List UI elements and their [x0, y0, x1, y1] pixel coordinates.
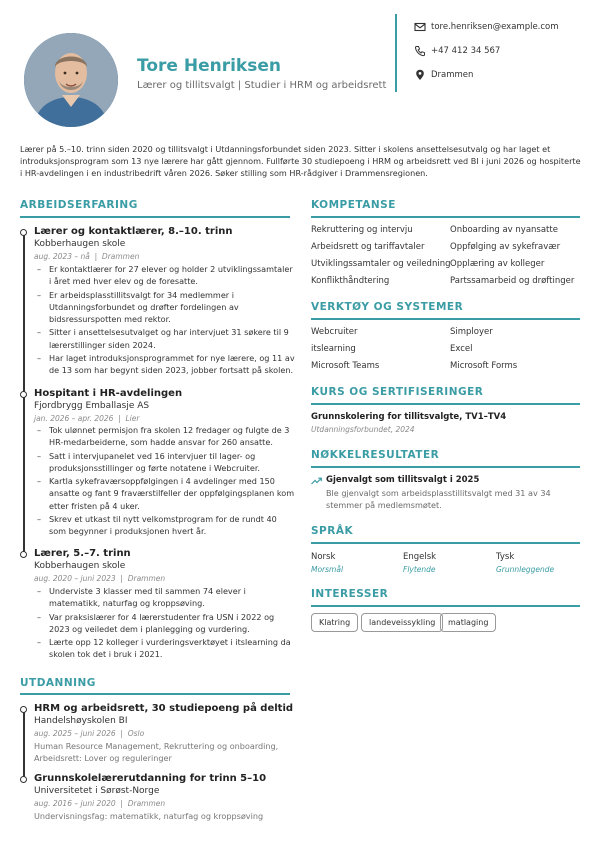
timeline-dot	[20, 776, 27, 783]
language-level: Flytende	[403, 565, 436, 574]
job-date: aug. 2020 – juni 2023	[34, 574, 116, 583]
education-divider	[20, 693, 290, 695]
results-heading: NØKKELRESULTATER	[311, 449, 440, 461]
job-date: aug. 2023 – nå	[34, 252, 90, 261]
job-bullet: – Er arbeidsplasstillitsvalgt for 34 medlemmer i Utdanningsforbundet og drøfter fordelingen av bidsressurspotten med rektor.	[34, 289, 296, 326]
contact-location-text: Drammen	[431, 70, 474, 80]
job-place: Drammen	[101, 252, 140, 261]
skill-item: Onboarding av nyansatte	[450, 225, 558, 235]
job-bullet: – Skrev et utkast til nytt velkomstprogram for de rundt 40 som begynner i produksjonen hvert år.	[34, 513, 296, 538]
job-org: Kobberhaugen skole	[34, 239, 126, 249]
skill-item: Rekruttering og intervju	[311, 225, 413, 235]
tool-item: Excel	[450, 344, 473, 354]
job-title: Lærer, 5.–7. trinn	[34, 548, 131, 559]
results-divider	[311, 466, 580, 468]
language-name: Norsk	[311, 552, 336, 562]
skill-item: Konflikthåndtering	[311, 276, 390, 286]
job-bullet: – Tok ulønnet permisjon fra skolen 12 fredager og fulgte de 3 HR-medarbeiderne, som hadde ansvar for 260 ansatte.	[34, 424, 296, 449]
candidate-name: Tore Henriksen	[137, 56, 281, 76]
education-timeline	[23, 711, 25, 777]
job-bullet: – Var praksislærer for 4 lærerstudenter fra USN i 2022 og 2023 og veiledet dem i planlegging og vurdering.	[34, 611, 296, 636]
languages-heading: SPRÅK	[311, 525, 354, 537]
job-meta: aug. 2023 – nå | Drammen	[34, 252, 140, 261]
job-meta: aug. 2020 – juni 2023 | Drammen	[34, 574, 166, 583]
course-meta: Utdanningsforbundet, 2024	[311, 425, 415, 434]
tool-item: Webcruiter	[311, 327, 358, 337]
tool-item: Simployer	[450, 327, 493, 337]
experience-heading: ARBEIDSERFARING	[20, 199, 138, 211]
job-place: Lier	[125, 414, 140, 423]
education-meta: aug. 2016 – juni 2020 | Drammen	[34, 799, 166, 808]
education-detail: Human Resource Management, Rekruttering og onboarding, Arbeidsrett: Lover og reguleringer	[34, 741, 279, 764]
education-date: aug. 2025 – juni 2026	[34, 729, 116, 738]
tool-item: Microsoft Forms	[450, 361, 518, 371]
job-bullets	[34, 263, 296, 378]
education-heading: UTDANNING	[20, 677, 96, 689]
contact-phone-text: +47 412 34 567	[431, 46, 501, 56]
job-title: Hospitant i HR-avdelingen	[34, 388, 183, 399]
education-org: Handelshøyskolen BI	[34, 716, 128, 726]
skill-item: Opplæring av kolleger	[450, 259, 545, 269]
language-name: Tysk	[496, 552, 515, 562]
skill-item: Partssamarbeid og drøftinger	[450, 276, 575, 286]
education-detail: Undervisningsfag: matematikk, naturfag og kroppsøving	[34, 811, 264, 821]
skills-heading: KOMPETANSE	[311, 199, 396, 211]
education-place: Oslo	[127, 729, 145, 738]
header-divider	[395, 14, 397, 92]
job-bullet: – Kartla sykefraværsoppfølgingen i 4 avdelinger med 150 ansatte og fant 9 fraværstilfeller der oppfølgingsplanen kom etter fristen på 4 uker.	[34, 475, 296, 512]
education-title: Grunnskolelærerutdanning for trinn 5–10	[34, 773, 267, 784]
skills-divider	[311, 216, 580, 218]
interest-tag: matlaging	[440, 613, 496, 632]
interest-tag: Klatring	[311, 613, 358, 632]
course-title: Grunnskolering for tillitsvalgte, TV1–TV4	[311, 412, 507, 422]
phone-icon	[414, 45, 426, 57]
result-title: Gjenvalgt som tillitsvalgt i 2025	[326, 475, 480, 485]
skill-item: Oppfølging av sykefravær	[450, 242, 561, 252]
tool-item: itslearning	[311, 344, 356, 354]
job-place: Drammen	[127, 574, 166, 583]
location-pin-icon	[414, 69, 426, 81]
interest-tag: landeveissykling	[361, 613, 443, 632]
job-org: Fjordbrygg Emballasje AS	[34, 401, 150, 411]
job-bullet: – Lærte opp 12 kolleger i vurderingsverktøyet i itslearning da skolen tok det i bruk i 2021.	[34, 636, 296, 661]
education-title: HRM og arbeidsrett, 30 studiepoeng på deltid	[34, 703, 294, 714]
job-bullet: – Satt i intervjupanelet ved 16 intervjuer til lager- og produksjonsstillinger og førte notatene i Webcruiter.	[34, 450, 296, 475]
education-date: aug. 2016 – juni 2020	[34, 799, 116, 808]
tool-item: Microsoft Teams	[311, 361, 380, 371]
education-meta: aug. 2025 – juni 2026 | Oslo	[34, 729, 145, 738]
courses-divider	[311, 403, 580, 405]
job-bullet: – Underviste 3 klasser med til sammen 74 elever i matematikk, naturfag og kroppsøving.	[34, 585, 296, 610]
job-bullets	[34, 424, 296, 539]
experience-divider	[20, 216, 290, 218]
timeline-dot	[20, 706, 27, 713]
resume-header	[0, 0, 600, 128]
skill-item: Arbeidsrett og tariffavtaler	[311, 242, 425, 252]
courses-heading: KURS OG SERTIFISERINGER	[311, 386, 484, 398]
timeline-dot	[20, 551, 27, 558]
mail-icon	[414, 21, 426, 33]
job-bullet: – Er kontaktlærer for 27 elever og holder 2 utviklingssamtaler i året med hver elev og de foresatte.	[34, 263, 296, 288]
job-title: Lærer og kontaktlærer, 8.–10. trinn	[34, 226, 233, 237]
skill-item: Utviklingssamtaler og veiledning	[311, 259, 451, 269]
language-level: Grunnleggende	[496, 565, 555, 574]
contact-email-text: tore.henriksen@example.com	[431, 22, 559, 32]
candidate-subtitle: Lærer og tillitsvalgt | Studier i HRM og arbeidsrett	[137, 80, 387, 91]
tools-heading: VERKTØY OG SYSTEMER	[311, 301, 464, 313]
interests-divider	[311, 605, 580, 607]
profile-photo	[24, 33, 118, 127]
language-level: Morsmål	[311, 565, 344, 574]
trend-up-icon	[311, 477, 322, 485]
education-place: Drammen	[127, 799, 166, 808]
job-bullet: – Har laget introduksjonsprogrammet for nye lærere, og 11 av de 13 som har begynt siden 2023, jobber fortsatt på skolen.	[34, 352, 296, 377]
interests-heading: INTERESSER	[311, 588, 389, 600]
language-name: Engelsk	[403, 552, 437, 562]
tools-divider	[311, 318, 580, 320]
timeline-dot	[20, 229, 27, 236]
job-bullet: – Sitter i ansettelsesutvalget og har intervjuet 31 søkere til 9 lærerstillinger siden 2024.	[34, 326, 296, 351]
languages-divider	[311, 542, 580, 544]
timeline-dot	[20, 391, 27, 398]
job-org: Kobberhaugen skole	[34, 561, 126, 571]
profile-summary: Lærer på 5.–10. trinn siden 2020 og tillitsvalgt i Utdanningsforbundet siden 2023. Sitter i skolens ansettelsesutvalg og har laget et introduksjonsprogram som 13 nye lærere har gått gjennom. Fullførte 30 studiepoeng i HRM og arbeidsrett ved BI i juni 2026 og hospiterte i HR-avdelingen i en industribedrift våren 2026. Søker stilling som HR-rådgiver i Drammensregionen.	[20, 144, 581, 179]
job-bullets	[34, 585, 296, 662]
education-org: Universitetet i Sørøst-Norge	[34, 786, 160, 796]
job-meta: jan. 2026 – apr. 2026 | Lier	[34, 414, 140, 423]
job-date: jan. 2026 – apr. 2026	[34, 414, 114, 423]
result-text: Ble gjenvalgt som arbeidsplasstillitsvalgt med 31 av 34 stemmer på medlemsmøtet.	[326, 488, 551, 511]
